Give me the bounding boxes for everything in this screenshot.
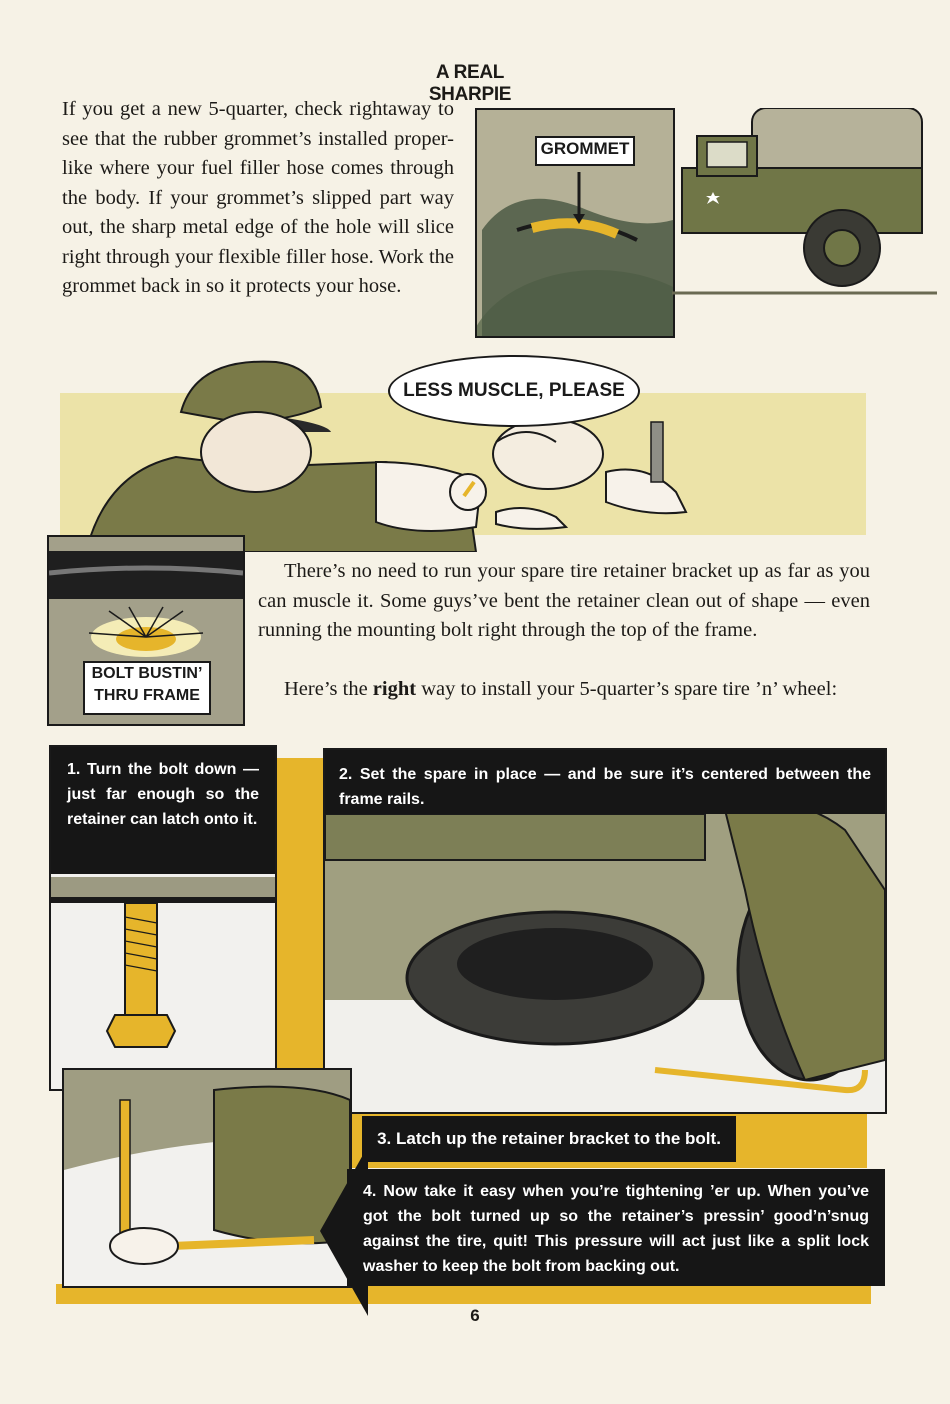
right-way-text-1: Here’s the [284, 678, 373, 700]
right-way-text-2: way to install your 5-quarter’s spare tire ’n’ wheel: [416, 678, 838, 700]
gold-band-vertical [272, 758, 324, 1088]
speech-bubble: LESS MUSCLE, PLEASE [388, 355, 640, 427]
step4-illustration [62, 1068, 352, 1288]
step1-caption: 1. Turn the bolt down — just far enough so the retainer can latch onto it. [51, 747, 275, 874]
step4-caption [347, 1169, 885, 1286]
frame-label-line2: THRU FRAME [94, 687, 200, 704]
intro-paragraph: If you get a new 5-quarter, check rightaway to see that the rubber grommet’s installed proper-like where your fuel filler hose comes through the body. If your grommet’s slipped part way out, the sharp metal edge of the hole will slice right through your flexible filler hose. Work the grommet back in so it protects your hose. [62, 98, 454, 297]
step3-caption: 3. Latch up the retainer bracket to the bolt. [362, 1116, 736, 1162]
page-number: 6 [470, 1306, 480, 1325]
step2-caption: 2. Set the spare in place — and be sure it’s centered between the frame rails. [325, 750, 885, 814]
right-way-emphasis: right [372, 678, 417, 700]
page-title: A REAL SHARPIE [428, 62, 512, 105]
step4-text-2: This pressure will act just like a split lock washer to keep the bolt from backing out. [363, 1233, 869, 1275]
bolt-frame-illustration [47, 535, 245, 726]
frame-label [83, 661, 211, 715]
grommet-label: GROMMET [535, 136, 635, 166]
truck-illustration [672, 108, 937, 308]
wrench-drawing [64, 1070, 350, 1286]
right-way-paragraph [258, 675, 870, 705]
grommet-illustration [475, 108, 675, 338]
step1-panel [49, 745, 277, 1091]
frame-label-line1: BOLT BUSTIN’ [91, 665, 203, 682]
step4-text-1: 4. Now take it easy when you’re tightening ’er up. When you’ve got the bolt turned up so the retainer’s pressin’ good’n’snug against the tire, [363, 1183, 869, 1250]
retainer-paragraph: There’s no need to run your spare tire retainer bracket up as far as you can muscle it. Some guys’ve bent the retainer clean out of shape — even running the mounting bolt right through the top of the frame. [258, 560, 870, 641]
step4-emphasis: quit! [493, 1233, 528, 1250]
step2-panel [323, 748, 887, 1114]
